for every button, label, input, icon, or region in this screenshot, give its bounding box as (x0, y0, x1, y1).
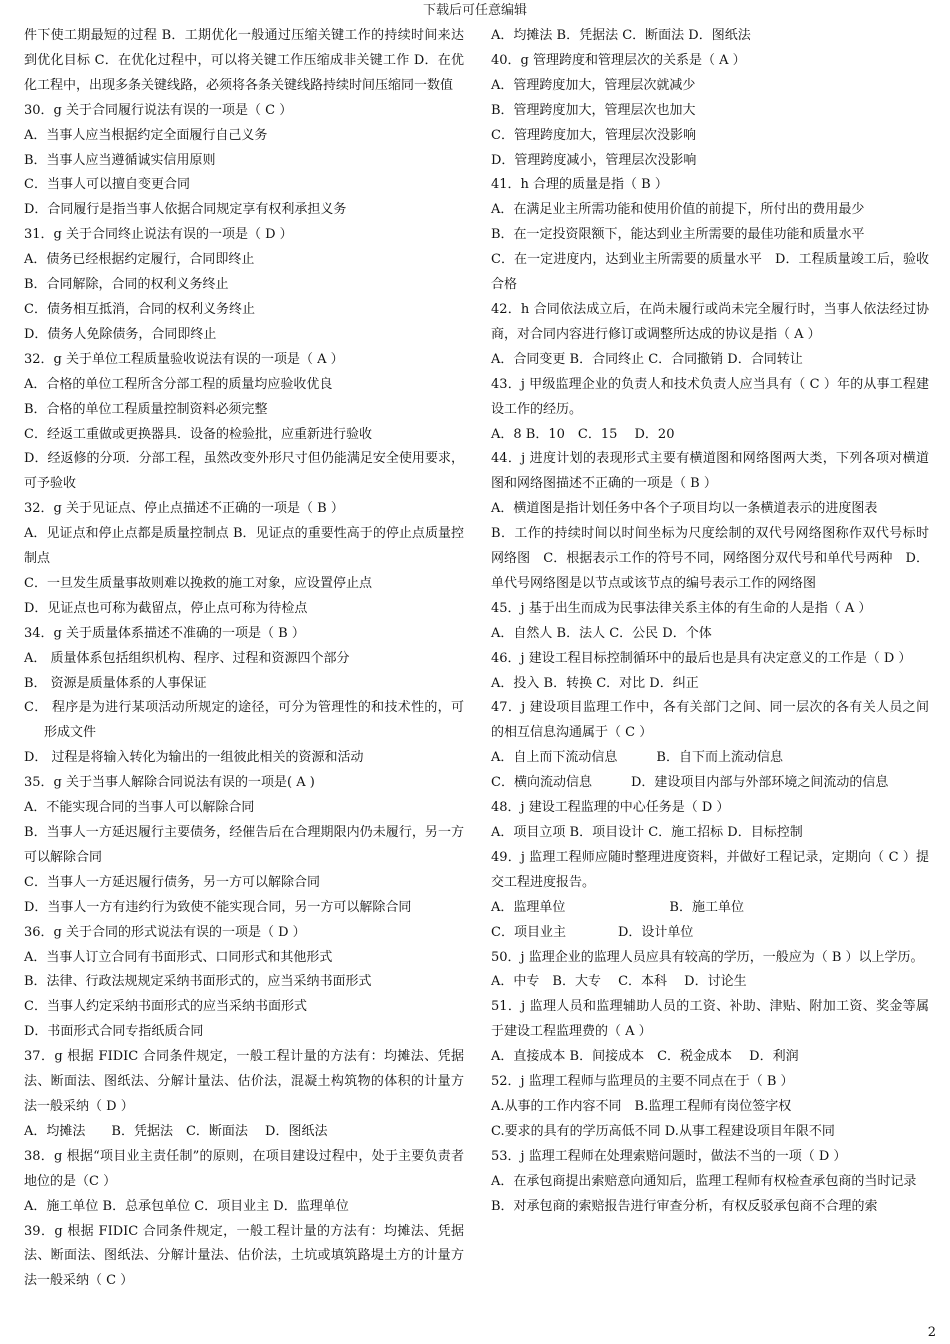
option-line: D．书面形式合同专指纸质合同 (24, 1024, 204, 1040)
option-line: A．合格的单位工程所含分部工程的质量均应验收优良 (24, 376, 333, 392)
option-line: A．在承包商提出索赔意向通知后，监理工程师有权检查承包商的当时记录 (491, 1173, 917, 1189)
option-line: D．见证点也可称为截留点，停止点可称为待检点 (24, 600, 308, 616)
option-line: A．当事人应当根据约定全面履行自己义务 (24, 127, 268, 143)
question-line: 34．g 关于质量体系描述不准确的一项是（ B ） (24, 625, 305, 641)
option-line: A．均摊法 B．凭据法 C．断面法 D．图纸法 (491, 28, 751, 43)
option-line: A． 质量体系包括组织机构、程序、过程和资源四个部分 (24, 650, 350, 666)
question-line: 36．g 关于合同的形式说法有误的一项是（ D ） (24, 924, 306, 940)
right-column (491, 24, 929, 1220)
question-line: 51．j 监理人员和监理辅助人员的工资、补助、津贴、附加工资、奖金等属于建设工程监理费的（ A ） (491, 999, 929, 1040)
option-line: A．债务已经根据约定履行，合同即终止 (24, 252, 255, 268)
option-line: A．施工单位 B．总承包单位 C．项目业主 D．监理单位 (24, 1198, 349, 1214)
option-line: D．债务人免除债务，合同即终止 (24, 326, 217, 342)
question-line: 37．g 根据 FIDIC 合同条件规定，一般工程计量的方法有：均摊法、凭据法、断面法、图纸法、分解计量法、估价法，混凝土构筑物的体积的计量方法一般采纳（ D ） (24, 1049, 464, 1114)
option-line: A．项目立项 B．项目设计 C．施工招标 D．目标控制 (491, 825, 803, 840)
question-line: 40．g 管理跨度和管理层次的关系是（ A ） (491, 52, 746, 68)
option-line: B．合格的单位工程质量控制资料必须完整 (24, 401, 268, 417)
option-line: B．管理跨度加大，管理层次也加大 (491, 102, 696, 118)
option-line: D．合同履行是指当事人依据合同规定享有权利承担义务 (24, 202, 347, 218)
question-line: 39．g 根据 FIDIC 合同条件规定，一般工程计量的方法有：均摊法、凭据法、断面法、图纸法、分解计量法、估价法，土坑或填筑路堤土方的计量方法一般采纳（ C ） (24, 1223, 464, 1289)
option-line: A.从事的工作内容不同 B.监理工程师有岗位签字权 (491, 1098, 792, 1114)
option-line: C．在一定进度内，达到业主所需要的质量水平 D．工程质量竣工后，验收合格 (491, 252, 929, 293)
option-line: A．自然人 B．法人 C．公民 D．个体 (491, 625, 712, 641)
question-line: 47．j 建设项目监理工作中，各有关部门之间、同一层次的各有关人员之间的相互信息沟通属于（ C ） (491, 700, 929, 741)
option-line: C.要求的具有的学历高低不同 D.从事工程建设项目年限不同 (491, 1123, 835, 1139)
option-line: C．一旦发生质量事故则难以挽救的施工对象，应设置停止点 (24, 575, 372, 591)
option-line: A．8 B．10 C．15 D．20 (491, 426, 675, 442)
option-line: C．横向流动信息 D．建设项目内部与外部环境之间流动的信息 (491, 775, 889, 791)
option-line: A．当事人订立合同有书面形式、口同形式和其他形式 (24, 949, 333, 965)
option-line: A．横道图是指计划任务中各个子项目均以一条横道表示的进度图表 (491, 501, 878, 517)
option-line: B． 资源是质量体系的人事保证 (24, 675, 207, 691)
option-line: B．当事人应当遵循诚实信用原则 (24, 152, 216, 168)
option-line: B．合同解除，合同的权利义务终止 (24, 277, 229, 293)
option-line: A．投入 B．转换 C．对比 D．纠正 (491, 675, 699, 691)
option-line: A．在满足业主所需功能和使用价值的前提下，所付出的费用最少 (491, 202, 865, 218)
option-line: B．对承包商的索赔报告进行审查分析，有权反驳承包商不合理的索 (491, 1198, 878, 1214)
page-number: 2 (927, 1325, 936, 1340)
question-line: 31．g 关于合同终止说法有误的一项是（ D ） (24, 227, 293, 243)
option-line: C． 程序是为进行某项活动所规定的途径，可分为管理性的和技术性的，可形成文件 (24, 700, 464, 741)
option-line: D．当事人一方有违约行为致使不能实现合同，另一方可以解除合同 (24, 899, 412, 915)
option-line: D．管理跨度减小，管理层次没影响 (491, 152, 697, 168)
option-line: B．法律、行政法规规定采纳书面形式的，应当采纳书面形式 (24, 974, 372, 990)
question-line: 32．g 关于单位工程质量验收说法有误的一项是（ A ） (24, 351, 344, 367)
question-line: 48．j 建设工程监理的中心任务是（ D ） (491, 800, 730, 816)
left-column (24, 24, 464, 1294)
option-line: C．当事人约定采纳书面形式的应当采纳书面形式 (24, 999, 307, 1015)
question-line: 50．j 监理企业的监理人员应具有较高的学历，一般应为（ B ）以上学历。 (491, 949, 924, 965)
option-line: A．见证点和停止点都是质量控制点 B．见证点的重要性高于的停止点质量控制点 (24, 526, 464, 567)
option-line: B．在一定投资限额下，能达到业主所需要的最佳功能和质量水平 (491, 227, 865, 243)
option-line: A．不能实现合同的当事人可以解除合同 (24, 800, 255, 816)
option-line: A．自上而下流动信息 B．自下而上流动信息 (491, 750, 783, 766)
question-line: 49．j 监理工程师应随时整理进度资料，并做好工程记录，定期向（ C ）提交工程进度报告。 (491, 849, 929, 890)
option-line: C．当事人可以擅自变更合同 (24, 177, 190, 193)
option-line: A．合同变更 B．合同终止 C．合同撤销 D．合同转让 (491, 351, 803, 367)
question-line: 35．g 关于当事人解除合同说法有误的一项是( A ) (24, 775, 315, 791)
option-line: C．项目业主 D．设计单位 (491, 924, 694, 940)
option-line: B．工作的持续时间以时间坐标为尺度绘制的双代号网络图称作双代号标时网络图 C．根据表示工作的符号不同，网络图分双代号和单代号两种 D．单代号网络图是以节点或该节点的编号表示工作的网络图 (491, 526, 929, 591)
option-line: C．债务相互抵消，合同的权利义务终止 (24, 301, 255, 317)
option-line: A．管理跨度加大，管理层次就减少 (491, 77, 696, 93)
option-line: D．经返修的分项．分部工程，虽然改变外形尺寸但仍能满足安全使用要求，可予验收 (24, 451, 464, 492)
option-line: D． 过程是将输入转化为输出的一组彼此相关的资源和活动 (24, 750, 364, 766)
option-line: C．当事人一方延迟履行债务，另一方可以解除合同 (24, 874, 320, 890)
question-line: 44．j 进度计划的表现形式主要有横道图和网络图两大类，下列各项对横道图和网络图描述不正确的一项是（ B ） (491, 451, 929, 492)
option-line: A．直接成本 B．间接成本 C．税金成本 D．利润 (491, 1049, 799, 1065)
text-line: 件下使工期最短的过程 B．工期优化一般通过压缩关键工作的持续时间来达到优化目标 C．在优化过程中，可以将关键工作压缩成非关键工作 D．在优化工程中，出现多条关键线路，必须将各条关键线路持续时间压缩同一数值 (24, 28, 464, 93)
question-line: 46．j 建设工程目标控制循环中的最后也是具有决定意义的工作是（ D ） (491, 650, 912, 666)
option-line: B．当事人一方延迟履行主要债务，经催告后在合理期限内仍未履行，另一方可以解除合同 (24, 825, 464, 865)
option-line: A．均摊法 B．凭据法 C．断面法 D．图纸法 (24, 1123, 328, 1139)
question-line: 45．j 基于出生而成为民事法律关系主体的有生命的人是指（ A ） (491, 600, 872, 616)
option-line: A．中专 B．大专 C．本科 D．讨论生 (491, 974, 747, 990)
question-line: 32．g 关于见证点、停止点描述不正确的一项是（ B ） (24, 501, 344, 517)
question-line: 42．h 合同依法成立后，在尚未履行或尚未完全履行时，当事人依法经过协商，对合同内容进行修订或调整所达成的协议是指（ A ） (491, 301, 929, 342)
question-line: 53．j 监理工程师在处理索赔问题时，做法不当的一项（ D ） (491, 1148, 847, 1164)
page-header: 下载后可任意编辑 (422, 3, 527, 18)
question-line: 38．g 根据“项目业主责任制”的原则，在项目建设过程中，处于主要负责者地位的是（C ） (24, 1148, 464, 1189)
option-line: C．管理跨度加大，管理层次没影响 (491, 127, 696, 143)
option-line: A．监理单位 B．施工单位 (491, 899, 744, 915)
question-line: 30．g 关于合同履行说法有误的一项是（ C ） (24, 102, 293, 118)
option-line: C．经返工重做或更换器具．设备的检验批，应重新进行验收 (24, 426, 372, 442)
question-line: 43．j 甲级监理企业的负责人和技术负责人应当具有（ C ）年的从事工程建设工作的经历。 (491, 376, 929, 417)
question-line: 52．j 监理工程师与监理员的主要不同点在于（ B ） (491, 1074, 794, 1090)
question-line: 41．h 合理的质量是指（ B ） (491, 177, 668, 193)
